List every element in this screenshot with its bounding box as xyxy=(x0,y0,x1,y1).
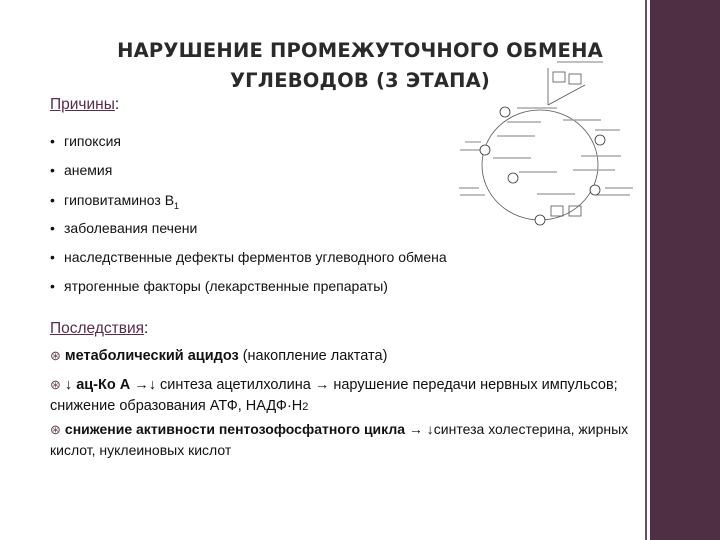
cause-item: • анемия xyxy=(50,162,113,178)
title-line-1: НАРУШЕНИЕ ПРОМЕЖУТОЧНОГО ОБМЕНА xyxy=(117,39,603,62)
consequence-item: ⊛ ↓ ац-Ко А →↓ синтеза ацетилхолина → нарушение передачи нервных импульсов; снижение образования АТФ, НАДФ·Н2 xyxy=(50,377,618,414)
causes-heading: Причины: xyxy=(50,96,120,113)
title-line-2: УГЛЕВОДОВ (3 ЭТАПА) xyxy=(229,69,491,92)
cause-item: • гипоксия xyxy=(50,133,121,149)
consequence-item: ⊛ метаболический ацидоз (накопление лактата) xyxy=(50,348,388,364)
bullet-icon: ⊛ xyxy=(50,348,61,363)
cause-item: • заболевания печени xyxy=(50,220,198,236)
bullet-icon: ⊛ xyxy=(50,422,61,437)
consequence-item: ⊛ снижение активности пентозофосфатного цикла → ↓синтеза холестерина, жирных кислот, нуклеиновых кислот xyxy=(50,421,629,458)
consequences-heading: Последствия: xyxy=(50,320,149,337)
cause-item: • ятрогенные факторы (лекарственные препараты) xyxy=(50,278,388,294)
metabolic-cycle-diagram xyxy=(445,60,650,230)
cause-item: • гиповитаминоз $В_1$ xyxy=(50,192,180,211)
bullet-icon: ⊛ xyxy=(50,377,61,392)
sidebar-decoration xyxy=(650,0,720,540)
cause-item: • наследственные дефекты ферментов углеводного обмена xyxy=(50,249,447,265)
